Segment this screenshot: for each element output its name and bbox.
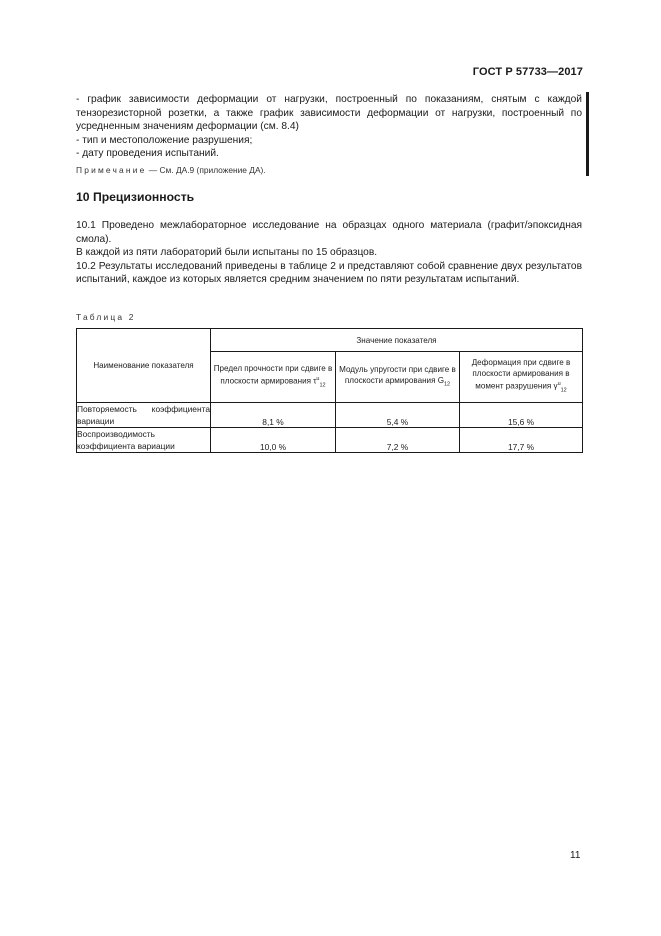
table-row xyxy=(77,403,583,428)
sub-12: 12 xyxy=(560,387,567,394)
value-cell: 7,2 % xyxy=(336,428,460,453)
list-item: - график зависимости деформации от нагрузки, построенный по показаниям, снятым с каждой тензорезисторной розетки, а также график зависимости деформации от нагрузки, построенный по усредненным значениям деформации (см. 8.4) xyxy=(76,94,582,133)
change-bar xyxy=(586,92,589,176)
document-id: ГОСТ Р 57733—2017 xyxy=(472,66,583,78)
sup-u: u xyxy=(557,381,561,388)
note-label: Примечание xyxy=(76,165,147,175)
value-cell: 10,0 % xyxy=(211,428,336,453)
list-item: - тип и местоположение разрушения; xyxy=(76,134,253,146)
col-header-strength xyxy=(211,352,336,403)
col-header-modulus-text: Модуль упругости при сдвиге в плоскости армирования G xyxy=(339,364,456,385)
group-header: Значение показателя xyxy=(211,329,583,352)
sub-12: 12 xyxy=(319,382,326,389)
note xyxy=(76,165,266,175)
result-list xyxy=(76,93,582,161)
paragraph: В каждой из пяти лабораторий были испытаны по 15 образцов. xyxy=(76,247,378,259)
row-name: Повторяемость коэффициента вариации xyxy=(77,404,210,426)
col-header-modulus xyxy=(336,352,460,403)
table-label: Таблица 2 xyxy=(76,312,136,322)
col-header-name: Наименование показателя xyxy=(77,329,211,403)
paragraph: 10.1 Проведено межлабораторное исследование на образцах одного материала (графит/эпоксидная смола). xyxy=(76,220,582,245)
value-cell: 8,1 % xyxy=(211,403,336,428)
sub-12: 12 xyxy=(444,381,451,388)
sup-u: u xyxy=(316,375,320,382)
precision-table xyxy=(76,328,583,453)
col-header-strain xyxy=(460,352,583,403)
table-row xyxy=(77,428,583,453)
row-name: Воспроизводимость коэффициента вариации xyxy=(77,428,211,453)
col-header-strength-text: Предел прочности при сдвиге в плоскости армирования τ xyxy=(213,363,333,386)
value-cell: 17,7 % xyxy=(460,428,583,453)
paragraph: 10.2 Результаты исследований приведены в таблице 2 и представляют собой сравнение двух результатов испытаний, каждое из которых является средним значением по пяти результатам испытаний. xyxy=(76,260,582,286)
page-number: 11 xyxy=(570,850,581,861)
value-cell: 5,4 % xyxy=(336,403,460,428)
list-item: - дату проведения испытаний. xyxy=(76,148,219,160)
note-text: — См. ДА.9 (приложение ДА). xyxy=(146,165,266,175)
col-header-strain-text: Деформация при сдвиге в плоскости армирования в момент разрушения γ xyxy=(471,358,571,392)
value-cell: 15,6 % xyxy=(460,403,583,428)
section-body xyxy=(76,219,582,287)
section-title: 10 Прецизионность xyxy=(76,190,195,204)
